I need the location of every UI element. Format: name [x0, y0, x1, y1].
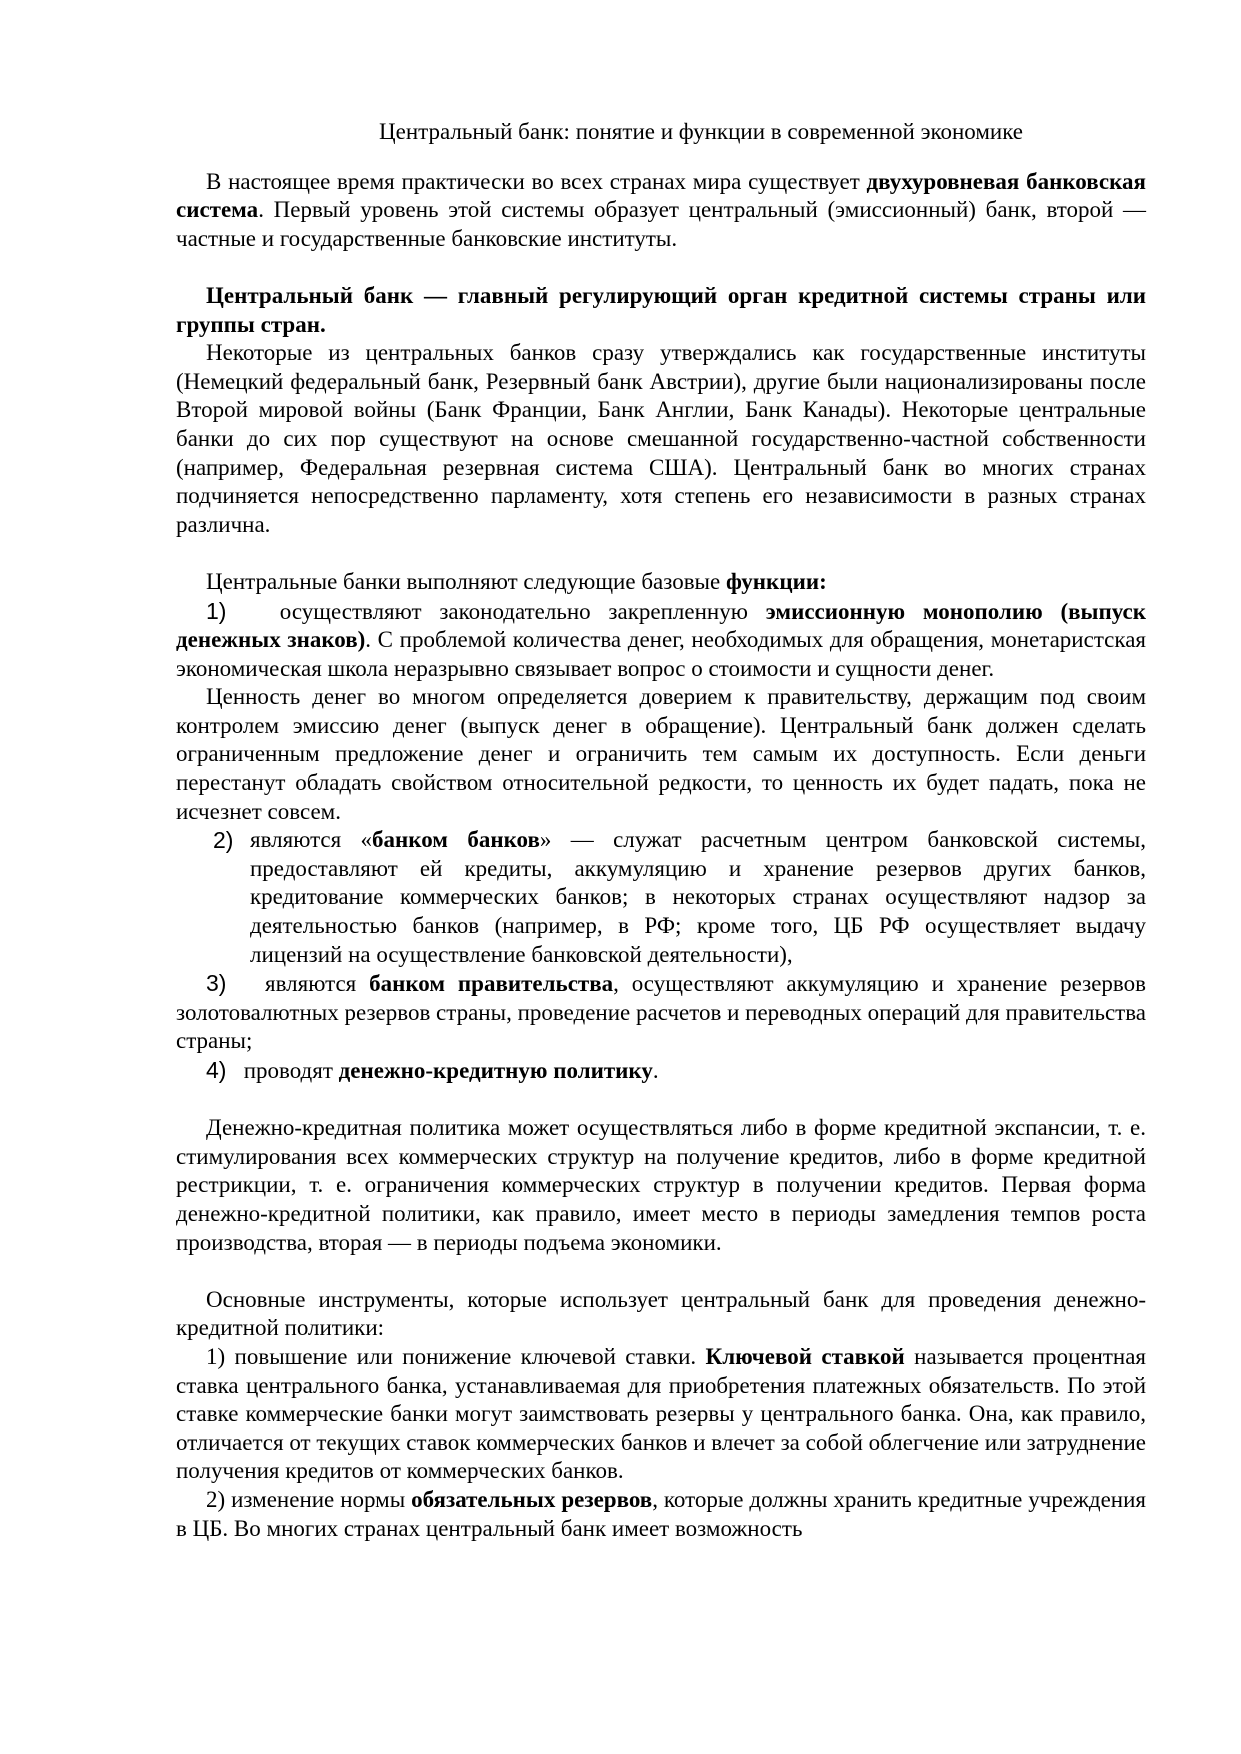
bold-term: функции: [725, 568, 827, 594]
text: . Первый уровень этой системы образует центральный (эмиссионный) банк, второй — частные и государственные банковские институты. [176, 197, 1146, 251]
document-body [176, 118, 1146, 1543]
bold-term: банком банков [372, 827, 540, 853]
text: , которые должны хранить кредитные учреждения в ЦБ. Во многих странах центральный банк имеет возможность [176, 1486, 1146, 1541]
functions-intro [176, 568, 1146, 597]
text: являются « [250, 827, 373, 853]
text: являются [265, 971, 370, 997]
function-item-2 [176, 826, 1146, 969]
text: проводят [243, 1058, 339, 1083]
spacer [176, 253, 1146, 282]
history-paragraph: Некоторые из центральных банков сразу утверждались как государственные институты (Немецкий федеральный банк, Резервный банк Австрии), другие были национализированы после Второй мировой войны (Банк Франции, Банк Англии, Банк Канады). Некоторые центральные банки до сих пор существуют на основе смешанной государственно-частной собственности (например, Федеральная резервная система США). Центральный банк во многих странах подчиняется непосредственно парламенту, хотя степень его независимости в разных странах различна. [176, 340, 1146, 537]
instrument-item-2 [176, 1486, 1146, 1543]
list-number: 2) [213, 827, 234, 854]
list-number: 4) [206, 1057, 227, 1083]
instrument-item-1 [176, 1343, 1146, 1486]
text: называется процентная ставка центрального банка, устанавливаемая для приобретения платежных обязательств. По этой ставке коммерческие банки могут заимствовать резервы у центрального банка. Она, как правило, отличается от текущих ставок коммерческих банков и влечет за собой облегчение или затруднение получения кредитов от коммерческих банков. [176, 1343, 1146, 1484]
bold-term: обязательных резервов [411, 1486, 653, 1512]
bold-term: банком правительства [369, 971, 614, 997]
text: Центральные банки выполняют следующие базовые [206, 568, 726, 594]
monetary-policy-paragraph: Денежно-кредитная политика может осуществляться либо в форме кредитной экспансии, т. е. стимулирования всех коммерческих структур на получение кредитов, либо в форме кредитной рестрикции, т. е. ограничения коммерческих структур в получении кредитов. Первая форма денежно-кредитной политики, как правило, имеет место в периоды замедления темпов роста производства, вторая — в периоды подъема экономики. [176, 1115, 1146, 1255]
text: В настоящее время практически во всех странах мира существует [206, 168, 867, 194]
text: , осуществляют аккумуляцию и хранение резервов золотовалютных резервов страны, проведение расчетов и переводных операций для правительства страны; [176, 971, 1146, 1054]
definition-text: Центральный банк — главный регулирующий орган кредитной системы страны или группы стран. [176, 282, 1146, 337]
bold-term: двухуровневая банковская система [176, 168, 1146, 223]
money-value-paragraph: Ценность денег во многом определяется доверием к правительству, держащим под своим контролем эмиссию денег (выпуск денег в обращение). Центральный банк должен сделать ограниченным предложение денег и ограничить тем самым их доступность. Если деньги перестанут обладать свойством относительной редкости, то ценность их будет падать, пока не исчезнет совсем. [176, 684, 1146, 824]
text: 2) изменение нормы [206, 1486, 412, 1512]
definition-paragraph [176, 282, 1146, 339]
function-item-3 [176, 969, 1146, 1056]
function-item-1 [176, 597, 1146, 684]
spacer [176, 1257, 1146, 1286]
function-item-4 [176, 1056, 1146, 1086]
text: . С проблемой количества денег, необходимых для обращения, монетаристская экономическая школа неразрывно связывает вопрос о стоимости и сущности денег. [176, 627, 1146, 681]
spacer [176, 539, 1146, 568]
instruments-intro: Основные инструменты, которые использует центральный банк для проведения денежно-кредитной политики: [176, 1286, 1146, 1341]
text: осуществляют законодательно закрепленную [279, 598, 766, 624]
list-number: 3) [206, 970, 227, 997]
document-title: Центральный банк: понятие и функции в современной экономике [379, 119, 1023, 144]
intro-paragraph [176, 168, 1146, 254]
spacer [176, 1086, 1146, 1115]
bold-term: эмиссионную монополию (выпуск денежных знаков) [176, 598, 1146, 653]
list-number: 1) [206, 597, 227, 624]
text: » — служат расчетным центром банковской системы, предоставляют ей кредиты, аккумуляцию и хранение резервов других банков, кредитование коммерческих банков; в некоторых странах осуществляют надзор за деятельностью банков (например, в РФ; кроме того, ЦБ РФ осуществляет выдачу лицензий на осуществление банковской деятельности), [250, 827, 1146, 967]
text: . [652, 1058, 659, 1083]
text: 1) повышение или понижение ключевой ставки. [206, 1343, 706, 1369]
bold-term: Ключевой ставкой [705, 1343, 905, 1369]
bold-term: денежно-кредитную политику [338, 1058, 653, 1083]
